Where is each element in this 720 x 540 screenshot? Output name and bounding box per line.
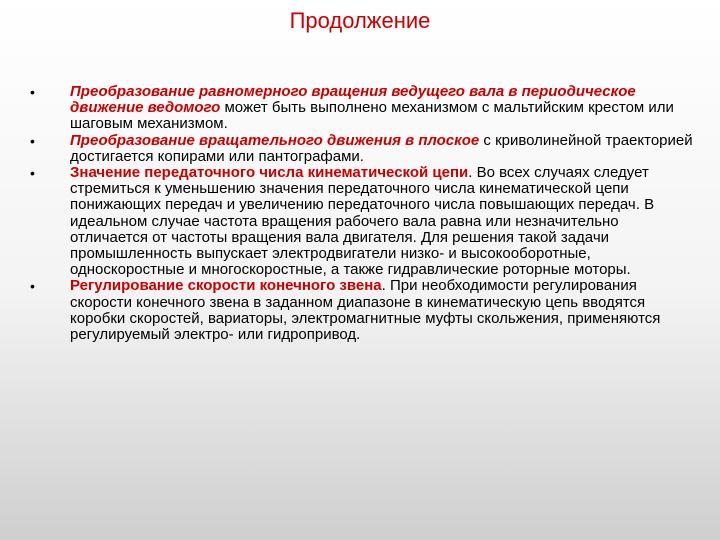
bullet-item-1 bbox=[28, 84, 698, 133]
bullet-highlight: Преобразование вращательного движения в плоское bbox=[70, 131, 480, 149]
bullet-text: с криволинейной траекторией достигается копирами или пантографами. bbox=[70, 131, 693, 165]
bullet-item-4 bbox=[28, 278, 698, 343]
bullet-marker-icon: • bbox=[30, 278, 35, 295]
bullet-highlight: Регулирование скорости конечного звена bbox=[70, 277, 382, 295]
bullet-text: . При необходимости регулирования скорости конечного звена в заданном диапазоне в кинематическую цепь вводятся коробки скоростей, вариаторы, электромагнитные муфты скольжения, применяются регулируемый электро- или гидропривод. bbox=[70, 277, 661, 344]
bullet-item-2 bbox=[28, 133, 698, 165]
bullet-highlight: Преобразование равномерного вращения ведущего вала в периодическое движение ведомого bbox=[70, 83, 636, 117]
bullet-list bbox=[28, 84, 698, 343]
bullet-text: может быть выполнено механизмом с мальтийским крестом или шаговым механизмом. bbox=[70, 99, 674, 133]
bullet-highlight: Значение передаточного числа кинематической цепи bbox=[70, 164, 469, 182]
bullet-marker-icon: • bbox=[30, 165, 35, 182]
bullet-item-3 bbox=[28, 165, 698, 278]
bullet-marker-icon: • bbox=[30, 84, 35, 100]
bullet-marker-icon: • bbox=[30, 132, 35, 149]
slide-title: Продолжение bbox=[289, 8, 431, 33]
bullet-text: . Во всех случаях следует стремиться к уменьшению значения передаточного числа кинематической цепи понижающих передач и увеличению передаточного числа повышающих передач. В идеальном случае частота вращения рабочего вала равна или незначительно отличается от частоты вращения вала двигателя. Для решения такой задачи промышленность выпускает электродвигатели низко- и высокооборотные, односкоростные и многоскоростные, а также гидравлические роторные моторы. bbox=[70, 164, 655, 279]
